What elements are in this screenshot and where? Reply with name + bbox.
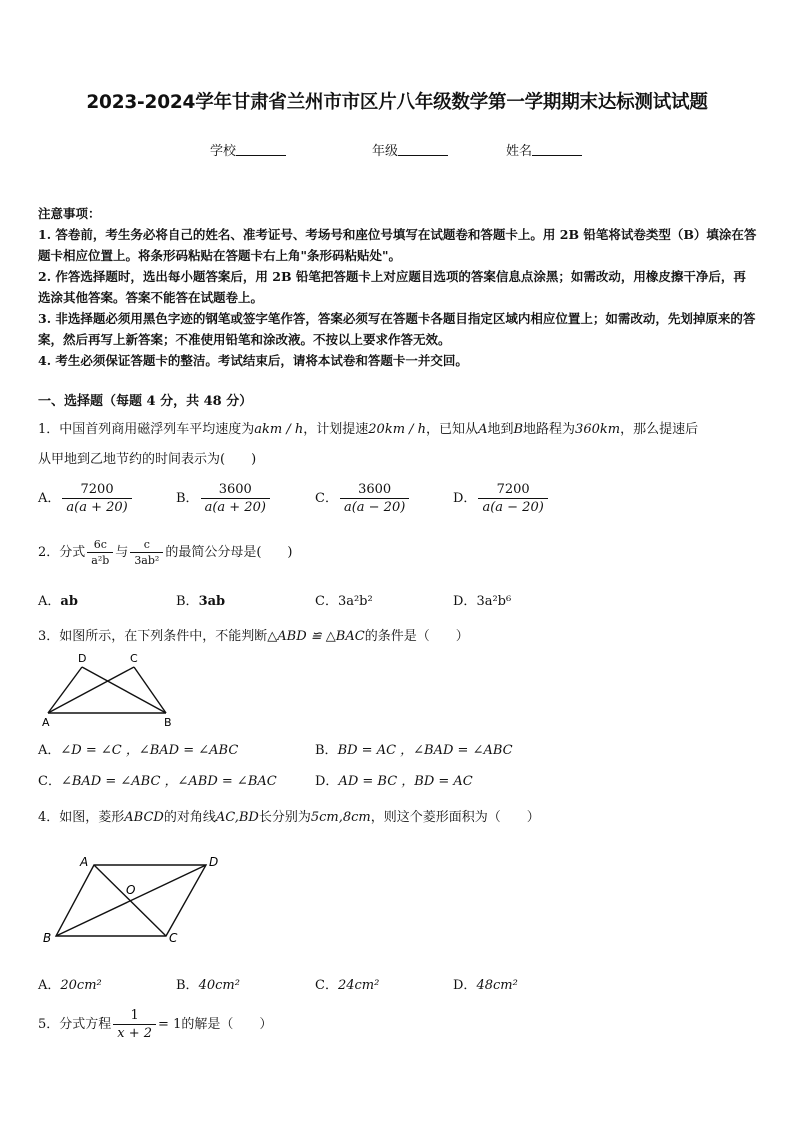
- q4-option-d[interactable]: [453, 974, 518, 993]
- option-text: 3a²b⁶: [476, 594, 512, 609]
- option-label: A．: [38, 978, 61, 993]
- q3-option-b[interactable]: [315, 739, 513, 758]
- q1-option-b[interactable]: [176, 482, 272, 515]
- option-label: A．: [38, 491, 61, 506]
- q1-text-e: 地路程为: [523, 422, 576, 437]
- label-a: A: [42, 716, 50, 729]
- q1-text-d: 地到: [487, 422, 514, 437]
- question-2: [38, 538, 292, 567]
- option-label: A．: [38, 743, 61, 758]
- q2-mid: 与: [115, 545, 129, 560]
- q5-fraction: [113, 1008, 156, 1041]
- q1-speed: akm / h: [254, 422, 304, 437]
- q4-suffix: ，则这个菱形面积为（ ）: [370, 810, 540, 825]
- q3-figure: [38, 650, 188, 730]
- segment-ac: [48, 667, 134, 713]
- name-field: [506, 140, 582, 159]
- option-text: ∠D = ∠C ，∠BAD = ∠ABC: [60, 743, 239, 758]
- label-a: A: [80, 855, 89, 869]
- option-text: 20cm²: [60, 978, 102, 993]
- denominator: a(a − 20): [482, 500, 544, 515]
- note-item-4: 4. 考生必须保证答题卡的整洁。考试结束后，请将本试卷和答题卡一并交回。: [38, 353, 468, 368]
- q1-option-c[interactable]: [315, 482, 411, 515]
- option-label: D．: [453, 978, 477, 993]
- q2-option-d[interactable]: [453, 590, 511, 609]
- label-o: O: [126, 883, 136, 897]
- q2-option-b[interactable]: [176, 590, 225, 609]
- q4-rhombus: ABCD: [124, 810, 164, 825]
- numerator: 1: [113, 1008, 156, 1025]
- option-text: 24cm²: [337, 978, 380, 993]
- option-label: D．: [453, 594, 477, 609]
- q3-option-d[interactable]: [315, 770, 473, 789]
- q2-fraction-1: [87, 538, 113, 567]
- q1-text-c: ，已知从: [426, 422, 479, 437]
- q3-suffix: 的条件是（ ）: [364, 629, 469, 644]
- label-c: C: [169, 931, 178, 945]
- label-b: B: [43, 931, 52, 945]
- option-label: D．: [315, 774, 339, 789]
- q4-option-a[interactable]: [38, 974, 102, 993]
- option-label: B．: [176, 978, 199, 993]
- numerator: 6c: [87, 538, 113, 553]
- page-title: 2023-2024学年甘肃省兰州市市区片八年级数学第一学期期末达标测试试题: [86, 92, 708, 113]
- grade-field: [372, 140, 448, 159]
- name-label: 姓名: [506, 144, 533, 159]
- section-heading: 一、选择题（每题 4 分，共 48 分）: [38, 394, 253, 409]
- q4-diagonals: AC,BD: [215, 810, 259, 825]
- fraction: [62, 482, 131, 515]
- q1-text-f: ，那么提速后: [620, 422, 699, 437]
- q3-prefix: 3．如图所示，在下列条件中，不能判断: [38, 629, 268, 644]
- q4-mid2: 长分别为: [258, 810, 311, 825]
- option-label: B．: [176, 491, 199, 506]
- segment-ad: [48, 667, 82, 713]
- q2-fraction-2: [130, 538, 163, 567]
- fraction: [478, 482, 547, 515]
- option-text: AD = BC ，BD = AC: [338, 774, 473, 789]
- option-text: 40cm²: [198, 978, 240, 993]
- name-blank: [532, 143, 582, 156]
- q5-suffix: 的解是（ ）: [181, 1017, 273, 1032]
- numerator: 7200: [478, 482, 547, 499]
- option-label: A．: [38, 594, 61, 609]
- q4-prefix: 4．如图，菱形: [38, 810, 125, 825]
- option-text: ab: [60, 594, 78, 609]
- q4-figure: [38, 850, 238, 950]
- q4-option-c[interactable]: [315, 974, 379, 993]
- option-label: C．: [315, 491, 338, 506]
- denominator: x + 2: [117, 1026, 153, 1041]
- label-d: D: [209, 855, 219, 869]
- q1-point-b: B: [513, 422, 524, 437]
- q4-option-b[interactable]: [176, 974, 240, 993]
- option-label: C．: [315, 978, 338, 993]
- label-d: D: [78, 652, 87, 665]
- q1-increase: 20km / h: [368, 422, 427, 437]
- denominator: a(a + 20): [204, 500, 266, 515]
- label-b: B: [164, 716, 172, 729]
- option-text: BD = AC ，∠BAD = ∠ABC: [337, 743, 513, 758]
- fraction: [340, 482, 409, 515]
- option-label: B．: [315, 743, 338, 758]
- question-4: [38, 806, 540, 825]
- numerator: 3600: [201, 482, 270, 499]
- grade-label: 年级: [372, 144, 399, 159]
- numerator: 7200: [62, 482, 131, 499]
- option-text: 3a²b²: [337, 594, 373, 609]
- q2-prefix: 2．分式: [38, 545, 86, 560]
- segment-bc: [134, 667, 166, 713]
- denominator: 3ab²: [134, 554, 160, 567]
- q3-option-c[interactable]: [38, 770, 277, 789]
- option-label: B．: [176, 594, 199, 609]
- note-item-2: 2. 作答选择题时，选出每小题答案后，用 2B 铅笔把答题卡上对应题目选项的答案信息点涂黑；如需改动，用橡皮擦干净后，再选涂其他答案。答案不能答在试题卷上。: [38, 269, 746, 305]
- question-1-line-1: [38, 418, 698, 437]
- option-text: ∠BAD = ∠ABC ，∠ABD = ∠BAC: [60, 774, 277, 789]
- q1-distance: 360km: [575, 422, 621, 437]
- q3-congruence: △ABD ≌ △BAC: [267, 629, 365, 644]
- option-text: 48cm²: [476, 978, 518, 993]
- option-label: C．: [315, 594, 338, 609]
- school-field: [210, 140, 286, 159]
- option-text: 3ab: [198, 594, 226, 609]
- q1-text-a: 1．中国首列商用磁浮列车平均速度为: [38, 422, 255, 437]
- numerator: c: [130, 538, 163, 553]
- school-label: 学校: [210, 144, 237, 159]
- q5-prefix: 5．分式方程: [38, 1017, 112, 1032]
- q5-equals: = 1: [158, 1017, 182, 1032]
- question-1-line-2: 从甲地到乙地节约的时间表示为( ): [38, 452, 257, 467]
- denominator: a²b: [91, 554, 110, 567]
- q3-option-a[interactable]: [38, 739, 238, 758]
- q2-suffix: 的最简公分母是( ): [165, 545, 293, 560]
- q1-option-a[interactable]: [38, 482, 134, 515]
- numerator: 3600: [340, 482, 409, 499]
- q2-option-a[interactable]: [38, 590, 78, 609]
- note-item-3: 3. 非选择题必须用黑色字迹的钢笔或签字笔作答，答案必须写在答题卡各题目指定区域内相应位置上；如需改动，先划掉原来的答案，然后再写上新答案；不准使用铅笔和涂改液。不按以上要求作答无效。: [38, 311, 756, 347]
- note-item-1: 1. 答卷前，考生务必将自己的姓名、准考证号、考场号和座位号填写在试题卷和答题卡上。用 2B 铅笔将试卷类型（B）填涂在答题卡相应位置上。将条形码粘贴在答题卡右上角"条形码粘贴处"。: [38, 227, 757, 263]
- denominator: a(a + 20): [66, 500, 128, 515]
- fraction: [201, 482, 270, 515]
- option-label: C．: [38, 774, 61, 789]
- q4-mid: 的对角线: [163, 810, 216, 825]
- q1-option-d[interactable]: [453, 482, 550, 515]
- segment-db: [82, 667, 166, 713]
- label-c: C: [130, 652, 138, 665]
- q2-option-c[interactable]: [315, 590, 373, 609]
- q1-point-a: A: [478, 422, 488, 437]
- school-blank: [236, 143, 286, 156]
- denominator: a(a − 20): [343, 500, 406, 515]
- question-3: [38, 625, 469, 644]
- q1-text-b: ，计划提速: [303, 422, 369, 437]
- diagonal-bd: [56, 865, 206, 936]
- notes-heading: 注意事项：: [38, 206, 101, 221]
- question-5: [38, 1008, 272, 1041]
- grade-blank: [398, 143, 448, 156]
- option-label: D．: [453, 491, 477, 506]
- q4-lengths: 5cm,8cm: [310, 810, 371, 825]
